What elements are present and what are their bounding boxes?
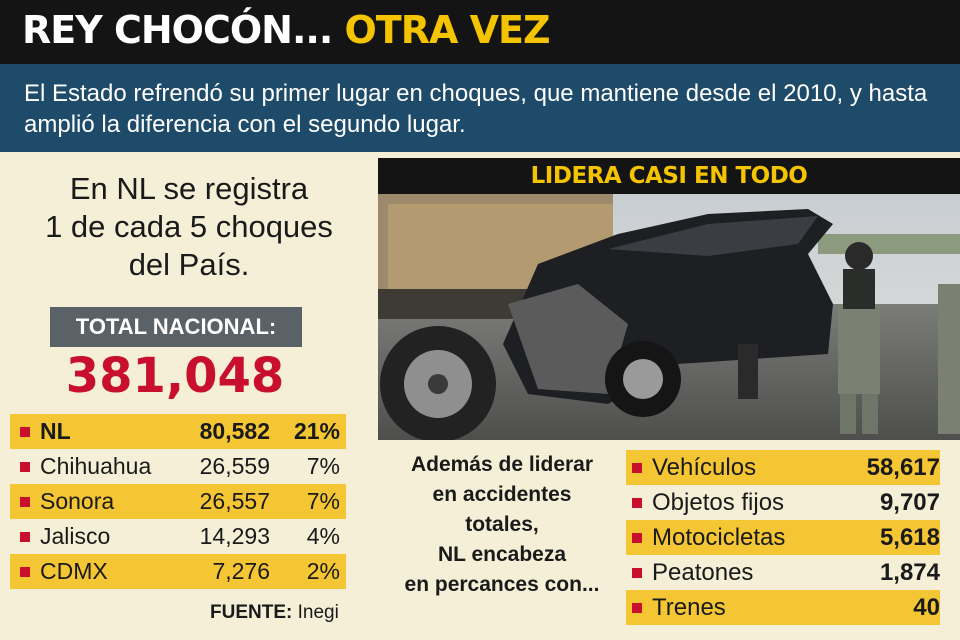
table-row [10,414,346,449]
state-count: 26,557 [199,488,270,514]
square-bullet-icon [20,427,30,437]
state-count: 14,293 [199,523,270,549]
state-name: Jalisco [40,523,111,549]
table-row [10,484,346,519]
state-count: 80,582 [199,418,270,444]
square-bullet-icon [632,533,642,543]
state-table [10,414,346,589]
state-percent: 2% [306,558,340,584]
square-bullet-icon [632,498,642,508]
table-row [626,450,940,485]
state-percent: 21% [293,418,340,444]
square-bullet-icon [632,568,642,578]
total-value: 381,048 [65,348,285,404]
source-credit [210,602,339,624]
state-percent: 4% [306,523,340,549]
table-row [626,555,940,590]
square-bullet-icon [20,567,30,577]
category-value: 1,874 [879,559,940,586]
page-title [22,8,550,52]
category-value: 5,618 [879,524,940,551]
table-row [626,590,940,625]
source-value: Inegi [297,602,339,623]
state-percent: 7% [306,488,340,514]
category-table [626,450,940,625]
section-heading: LIDERA CASI EN TODO [378,158,960,194]
category-name: Trenes [652,594,726,621]
category-name: Objetos fijos [652,489,785,516]
table-row [10,519,346,554]
lead-line: en percances con... [404,573,600,596]
header-bar [0,0,960,64]
state-name: Sonora [40,488,115,514]
subheading-bar [0,64,960,152]
state-count: 26,559 [199,453,270,479]
lead-line: Además de liderar [410,453,594,476]
state-percent: 7% [306,453,340,479]
state-count: 7,276 [212,558,270,584]
state-name: Chihuahua [40,453,152,479]
left-panel [0,152,378,640]
intro-line: del País. [128,247,250,282]
title-main: REY CHOCÓN... [22,8,333,52]
intro-line: 1 de cada 5 choques [45,209,333,244]
category-name: Peatones [652,559,754,586]
lead-text [378,450,626,600]
intro-line: En NL se registra [69,171,309,206]
source-label: FUENTE: [210,602,293,623]
table-row [626,485,940,520]
state-name: NL [40,418,71,444]
crash-photo-illustration [378,194,960,440]
square-bullet-icon [20,497,30,507]
category-value: 9,707 [879,489,940,516]
lead-line: en accidentes [432,483,572,506]
category-value: 58,617 [866,454,940,481]
square-bullet-icon [20,462,30,472]
table-row [10,449,346,484]
lead-line: NL encabeza [438,543,566,566]
square-bullet-icon [632,463,642,473]
intro-text [0,170,378,284]
square-bullet-icon [632,603,642,613]
category-value: 40 [913,594,940,621]
crash-photo [378,194,960,440]
total-label: TOTAL NACIONAL: [50,307,302,347]
table-row [626,520,940,555]
subheading-text: El Estado refrendó su primer lugar en choques, que mantiene desde el 2010, y hasta amplió la diferencia con el segundo lugar. [24,80,928,138]
square-bullet-icon [20,532,30,542]
state-name: CDMX [40,558,108,584]
table-row [10,554,346,589]
right-panel [378,152,960,640]
category-name: Vehículos [652,454,757,481]
lead-line: totales, [465,513,539,536]
title-highlight: OTRA VEZ [344,8,550,52]
category-name: Motocicletas [652,524,786,551]
